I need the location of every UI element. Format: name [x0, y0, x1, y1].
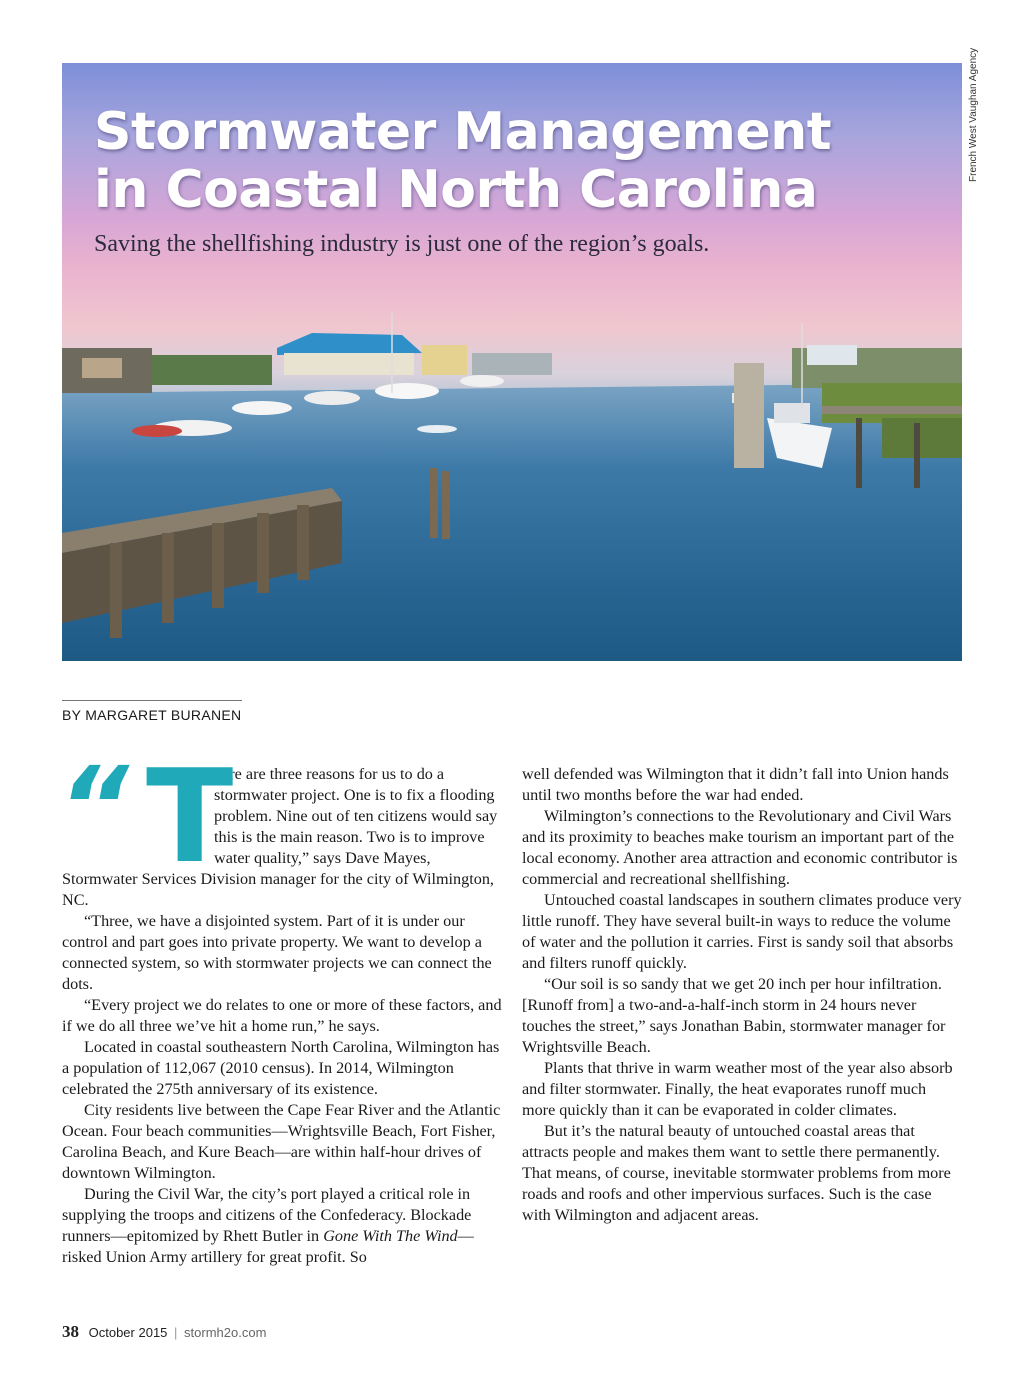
paragraph: But it’s the natural beauty of untouched coastal areas that attracts people and makes them want to settle there permanently. That means, of course, inevitable stormwater problems from more roads and roofs and other impervious surfaces. Such is the case with Wilmington and adjacent areas. [522, 1122, 951, 1224]
photo-credit: French West Vaughan Agency [968, 47, 979, 182]
paragraph: “Three, we have a disjointed system. Part of it is under our control and part goes into private property. We want to develop a connected system, so with stormwater projects we can connect the dots. [62, 912, 492, 993]
page-footer [62, 1322, 266, 1342]
paragraph: Wilmington’s connections to the Revolutionary and Civil Wars and its proximity to beaches make tourism an important part of the local economy. Another area attraction and economic contributor is commercial and recreational shellfishing. [522, 807, 958, 888]
issue-date: October 2015 [88, 1325, 168, 1340]
paragraph: Located in coastal southeastern North Carolina, Wilmington has a population of 112,067 (2010 census). In 2014, Wilmington celebrated the 275th anniversary of its existence. [62, 1038, 500, 1098]
paragraph-text: During the Civil War, the city’s port played a critical role in supplying the troops and citizens of the Confederacy. Blockade runners—epitomized by Rhett Butler in [62, 1185, 472, 1245]
paragraph: well defended was Wilmington that it didn’t fall into Union hands until two months before the war had ended. [522, 765, 949, 804]
paragraph: City residents live between the Cape Fear River and the Atlantic Ocean. Four beach communities—Wrightsville Beach, Fort Fisher, Carolina Beach, and Kure Beach—are within half-hour drives of downtown Wilmington. [62, 1101, 501, 1182]
paragraph: here are three reasons for us to do a stormwater project. One is to fix a flooding problem. Nine out of ten citizens would say this is the main reason. Two is to improve water quality,” says Dave Mayes, Stormwater Services Division manager for the city of Wilmington, NC. [62, 765, 498, 909]
drop-cap-quote-mark: “ [58, 743, 129, 871]
footer-separator: | [174, 1325, 178, 1340]
paragraph-text: —risked Union Army artillery for great profit. So [62, 1227, 474, 1266]
byline: BY MARGARET BURANEN [62, 707, 242, 723]
drop-cap-letter: T [146, 743, 234, 892]
article-column-left [58, 743, 502, 1268]
article-title [94, 103, 831, 219]
byline-divider [62, 700, 242, 701]
paragraph: “Every project we do relates to one or more of these factors, and if we do all three we’ve hit a home run,” he says. [62, 996, 502, 1035]
page-number: 38 [62, 1322, 79, 1341]
article-subtitle: Saving the shellfishing industry is just one of the region’s goals. [94, 231, 710, 257]
paragraph: Plants that thrive in warm weather most of the year also absorb and filter stormwater. Finally, the heat evaporates runoff much more quickly than it can be evaporated in colder climates. [522, 1059, 953, 1119]
article-column-right [522, 764, 962, 1226]
hero-photo [62, 63, 962, 661]
website-link[interactable]: stormh2o.com [184, 1325, 267, 1340]
book-title: Gone With The Wind [323, 1227, 458, 1245]
paragraph [62, 1184, 502, 1268]
drop-cap [58, 743, 234, 892]
paragraph: Untouched coastal landscapes in southern climates produce very little runoff. They have several built-in ways to reduce the volume of water and the pollution it carries. First is sandy soil that absorbs and filters runoff quickly. [522, 891, 962, 972]
title-line-2: in Coastal North Carolina [94, 160, 818, 220]
paragraph: “Our soil is so sandy that we get 20 inch per hour infiltration. [Runoff from] a two-and-a-half-inch storm in 24 hours never touches the street,” says Jonathan Babin, stormwater manager for Wrightsville Beach. [522, 975, 946, 1056]
title-line-1: Stormwater Management [94, 102, 832, 162]
